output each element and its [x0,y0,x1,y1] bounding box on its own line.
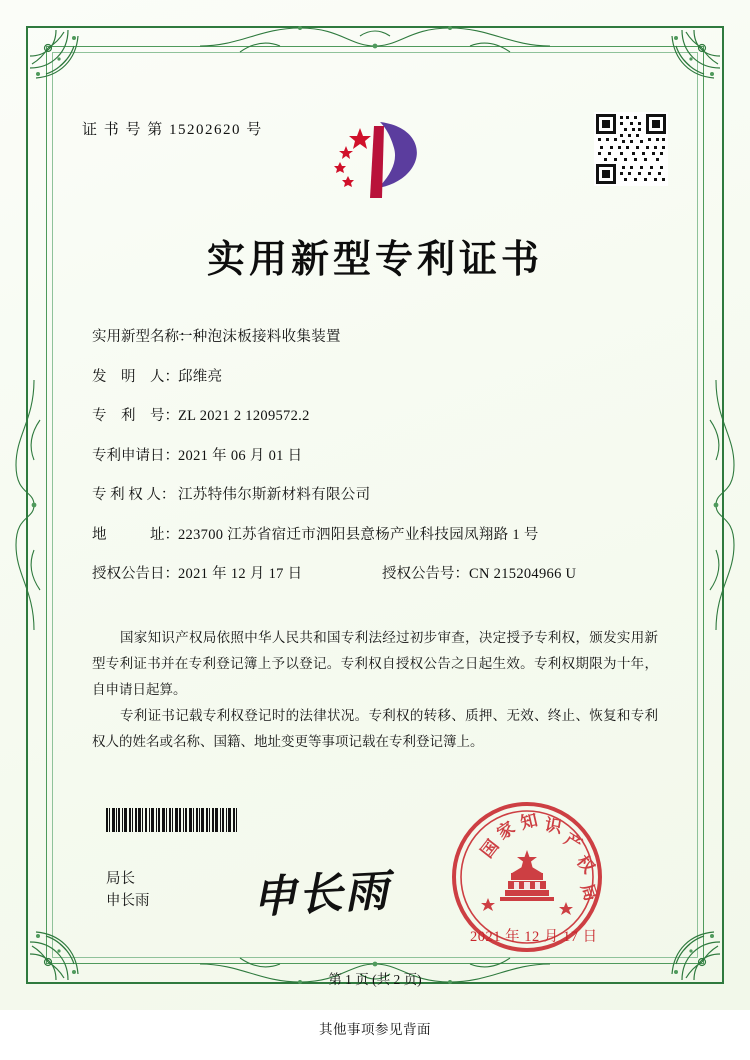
field-label: 授权公告号： [382,566,469,582]
grant-number-group [382,562,576,583]
svg-text:国: 国 [477,836,503,862]
svg-text:识: 识 [543,815,564,837]
field-row-utility-model-name [92,325,658,346]
body-paragraph-1: 国家知识产权局依照中华人民共和国专利法经过初步审查，决定授予专利权，颁发实用新型专利证书并在专利登记簿上予以登记。专利权自授权公告之日起生效。专利权期限为十年，自申请日起算。 [92,630,658,697]
field-value: 223700 江苏省宿迁市泗阳县意杨产业科技园凤翔路 1 号 [178,526,539,543]
field-row-patent-number [92,404,658,425]
svg-text:局: 局 [577,881,601,904]
field-value: 2021 年 12 月 17 日 [178,566,303,582]
director-name: 申长雨 [106,893,150,909]
footer-note: 其他事项参见背面 [319,1022,431,1037]
body-paragraph-2: 专利证书记载专利权登记时的法律状况。专利权的转移、质押、无效、终止、恢复和专利权人的姓名或名称、国籍、地址变更等事项记载在专利登记簿上。 [92,708,658,749]
handwritten-signature: 申长雨 [250,865,392,924]
svg-text:家: 家 [493,818,519,844]
svg-text:产: 产 [560,829,586,855]
field-label: 专 利 权 人： [92,487,176,503]
field-label: 专利申请日： [92,447,179,464]
director-role-label: 局长 [106,871,135,887]
seal-date: 2021 年 12 月 17 日 [470,929,598,945]
field-row-application-date [92,444,658,465]
field-label: 地 址： [92,526,179,543]
signature-block [106,868,150,912]
page-number: 第 1 页 (共 2 页) [328,972,422,987]
svg-text:知: 知 [518,810,540,833]
field-label: 专 利 号： [92,408,179,424]
field-row-patentee [92,483,658,504]
qr-code [594,112,668,186]
field-value: 一种泡沫板接料收集装置 [178,329,341,345]
field-value: 邱维亮 [178,368,223,385]
field-label: 实用新型名称： [92,329,194,345]
cnipa-logo-icon [320,110,430,210]
field-value: 江苏特伟尔斯新材料有限公司 [178,487,371,503]
field-row-inventor [92,365,658,386]
field-value: ZL 2021 2 1209572.2 [178,408,310,424]
svg-text:权: 权 [572,851,599,877]
barcode [106,808,286,832]
body-text [92,625,658,755]
field-value: 2021 年 06 月 01 日 [178,447,303,464]
field-list [92,325,658,599]
grant-date-group [92,562,382,583]
field-value: CN 215204966 U [469,566,577,582]
field-row-grant-announcement [92,562,658,583]
field-label: 发 明 人： [92,368,179,385]
certificate-number: 证 书 号 第 15202620 号 [82,122,263,138]
field-label: 授权公告日： [92,566,179,582]
page-title: 实用新型专利证书 [206,239,543,281]
field-row-address [92,523,658,544]
